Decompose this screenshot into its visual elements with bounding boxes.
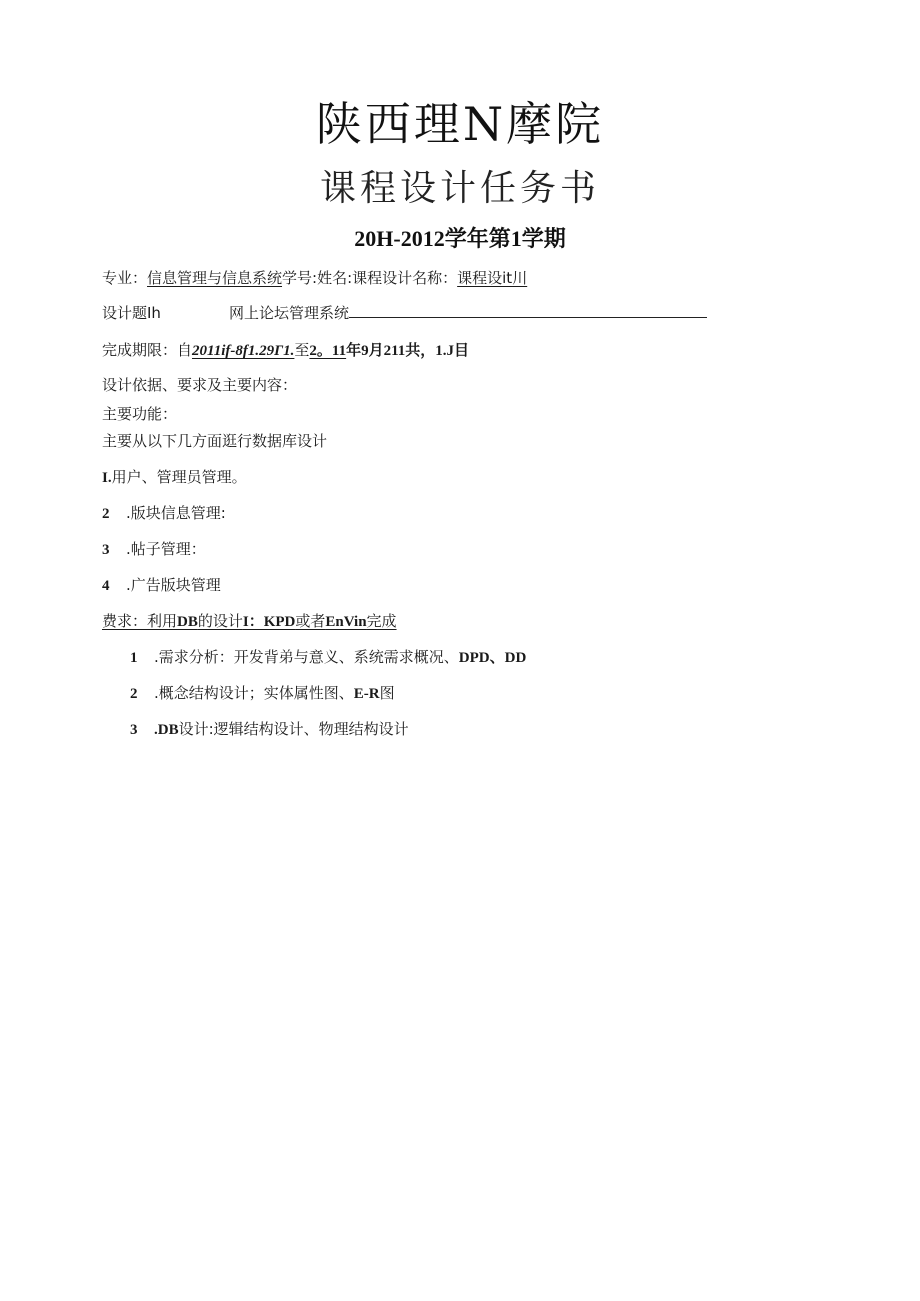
function-num: I. (102, 470, 112, 486)
requirement-num: 2 (130, 686, 138, 702)
function-text: .版块信息管理: (126, 504, 226, 522)
deadline-label: 完成期限：自 (102, 341, 193, 359)
requirement-text-end: 设计:逻辑结构设计、物理结构设计 (178, 720, 409, 738)
requirements-line (102, 611, 397, 632)
function-item (102, 575, 221, 596)
requirement-text-bold: DB (157, 722, 179, 738)
topic-label: 设计题Ih (102, 304, 161, 322)
req-db: DB (177, 614, 198, 630)
deadline-rest: 年9月211共，1.J目 (346, 343, 470, 359)
function-item (102, 503, 226, 524)
function-text: .帖子管理： (126, 540, 206, 558)
course-value: 课程设it川 (457, 269, 528, 287)
requirement-text-bold: DPD、DD (458, 650, 527, 666)
req-mid: 的设计 (197, 612, 243, 630)
deadline-line (102, 340, 469, 361)
topic-value: 网上论坛管理系统 (228, 304, 349, 322)
function-text: .广告版块管理 (126, 576, 221, 594)
major-value: 信息管理与信息系统 (147, 269, 283, 287)
function-item (102, 467, 247, 488)
deadline-to: 2。11 (309, 343, 347, 359)
functions-heading: 主要功能： (102, 405, 178, 423)
requirement-text: .概念结构设计；实体属性图、 (154, 684, 354, 702)
requirement-item (130, 719, 409, 740)
function-num: 2 (102, 506, 110, 522)
id-name-course-label: 学号:姓名:课程设计名称： (282, 269, 458, 287)
req-mid2: 或者 (295, 612, 326, 630)
topic-line (102, 303, 707, 323)
document-title: 课程设计任务书 (319, 168, 600, 209)
deadline-from: 2011if-8f1.29Г1. (192, 343, 295, 359)
function-item (102, 539, 206, 560)
requirement-num: 1 (130, 650, 138, 666)
requirement-text: . (154, 722, 158, 738)
school-title: 陕西理N摩院 (315, 97, 605, 151)
req-envin: EnVin (325, 614, 367, 630)
requirement-item (130, 647, 526, 668)
req-end: 完成 (366, 612, 397, 630)
major-line (102, 268, 527, 288)
major-label: 专业： (102, 269, 148, 287)
req-prefix: 费求：利用 (102, 612, 178, 630)
requirement-text-bold: E-R (353, 686, 380, 702)
requirement-text-end: 图 (379, 684, 395, 702)
req-kpd: I：KPD (242, 614, 296, 630)
functions-intro: 主要从以下几方面逛行数据库设计 (102, 432, 328, 450)
topic-fill-line (349, 303, 707, 318)
function-text: 用户、管理员管理。 (111, 468, 247, 486)
deadline-to-word: 至 (294, 341, 310, 359)
function-num: 3 (102, 542, 110, 558)
requirement-num: 3 (130, 722, 138, 738)
requirement-text: .需求分析：开发背弟与意义、系统需求概况、 (154, 648, 459, 666)
requirement-item (130, 683, 395, 704)
function-num: 4 (102, 578, 110, 594)
basis-heading: 设计依据、要求及主要内容： (102, 376, 298, 394)
academic-term: 20H-2012学年第1学期 (354, 226, 566, 251)
